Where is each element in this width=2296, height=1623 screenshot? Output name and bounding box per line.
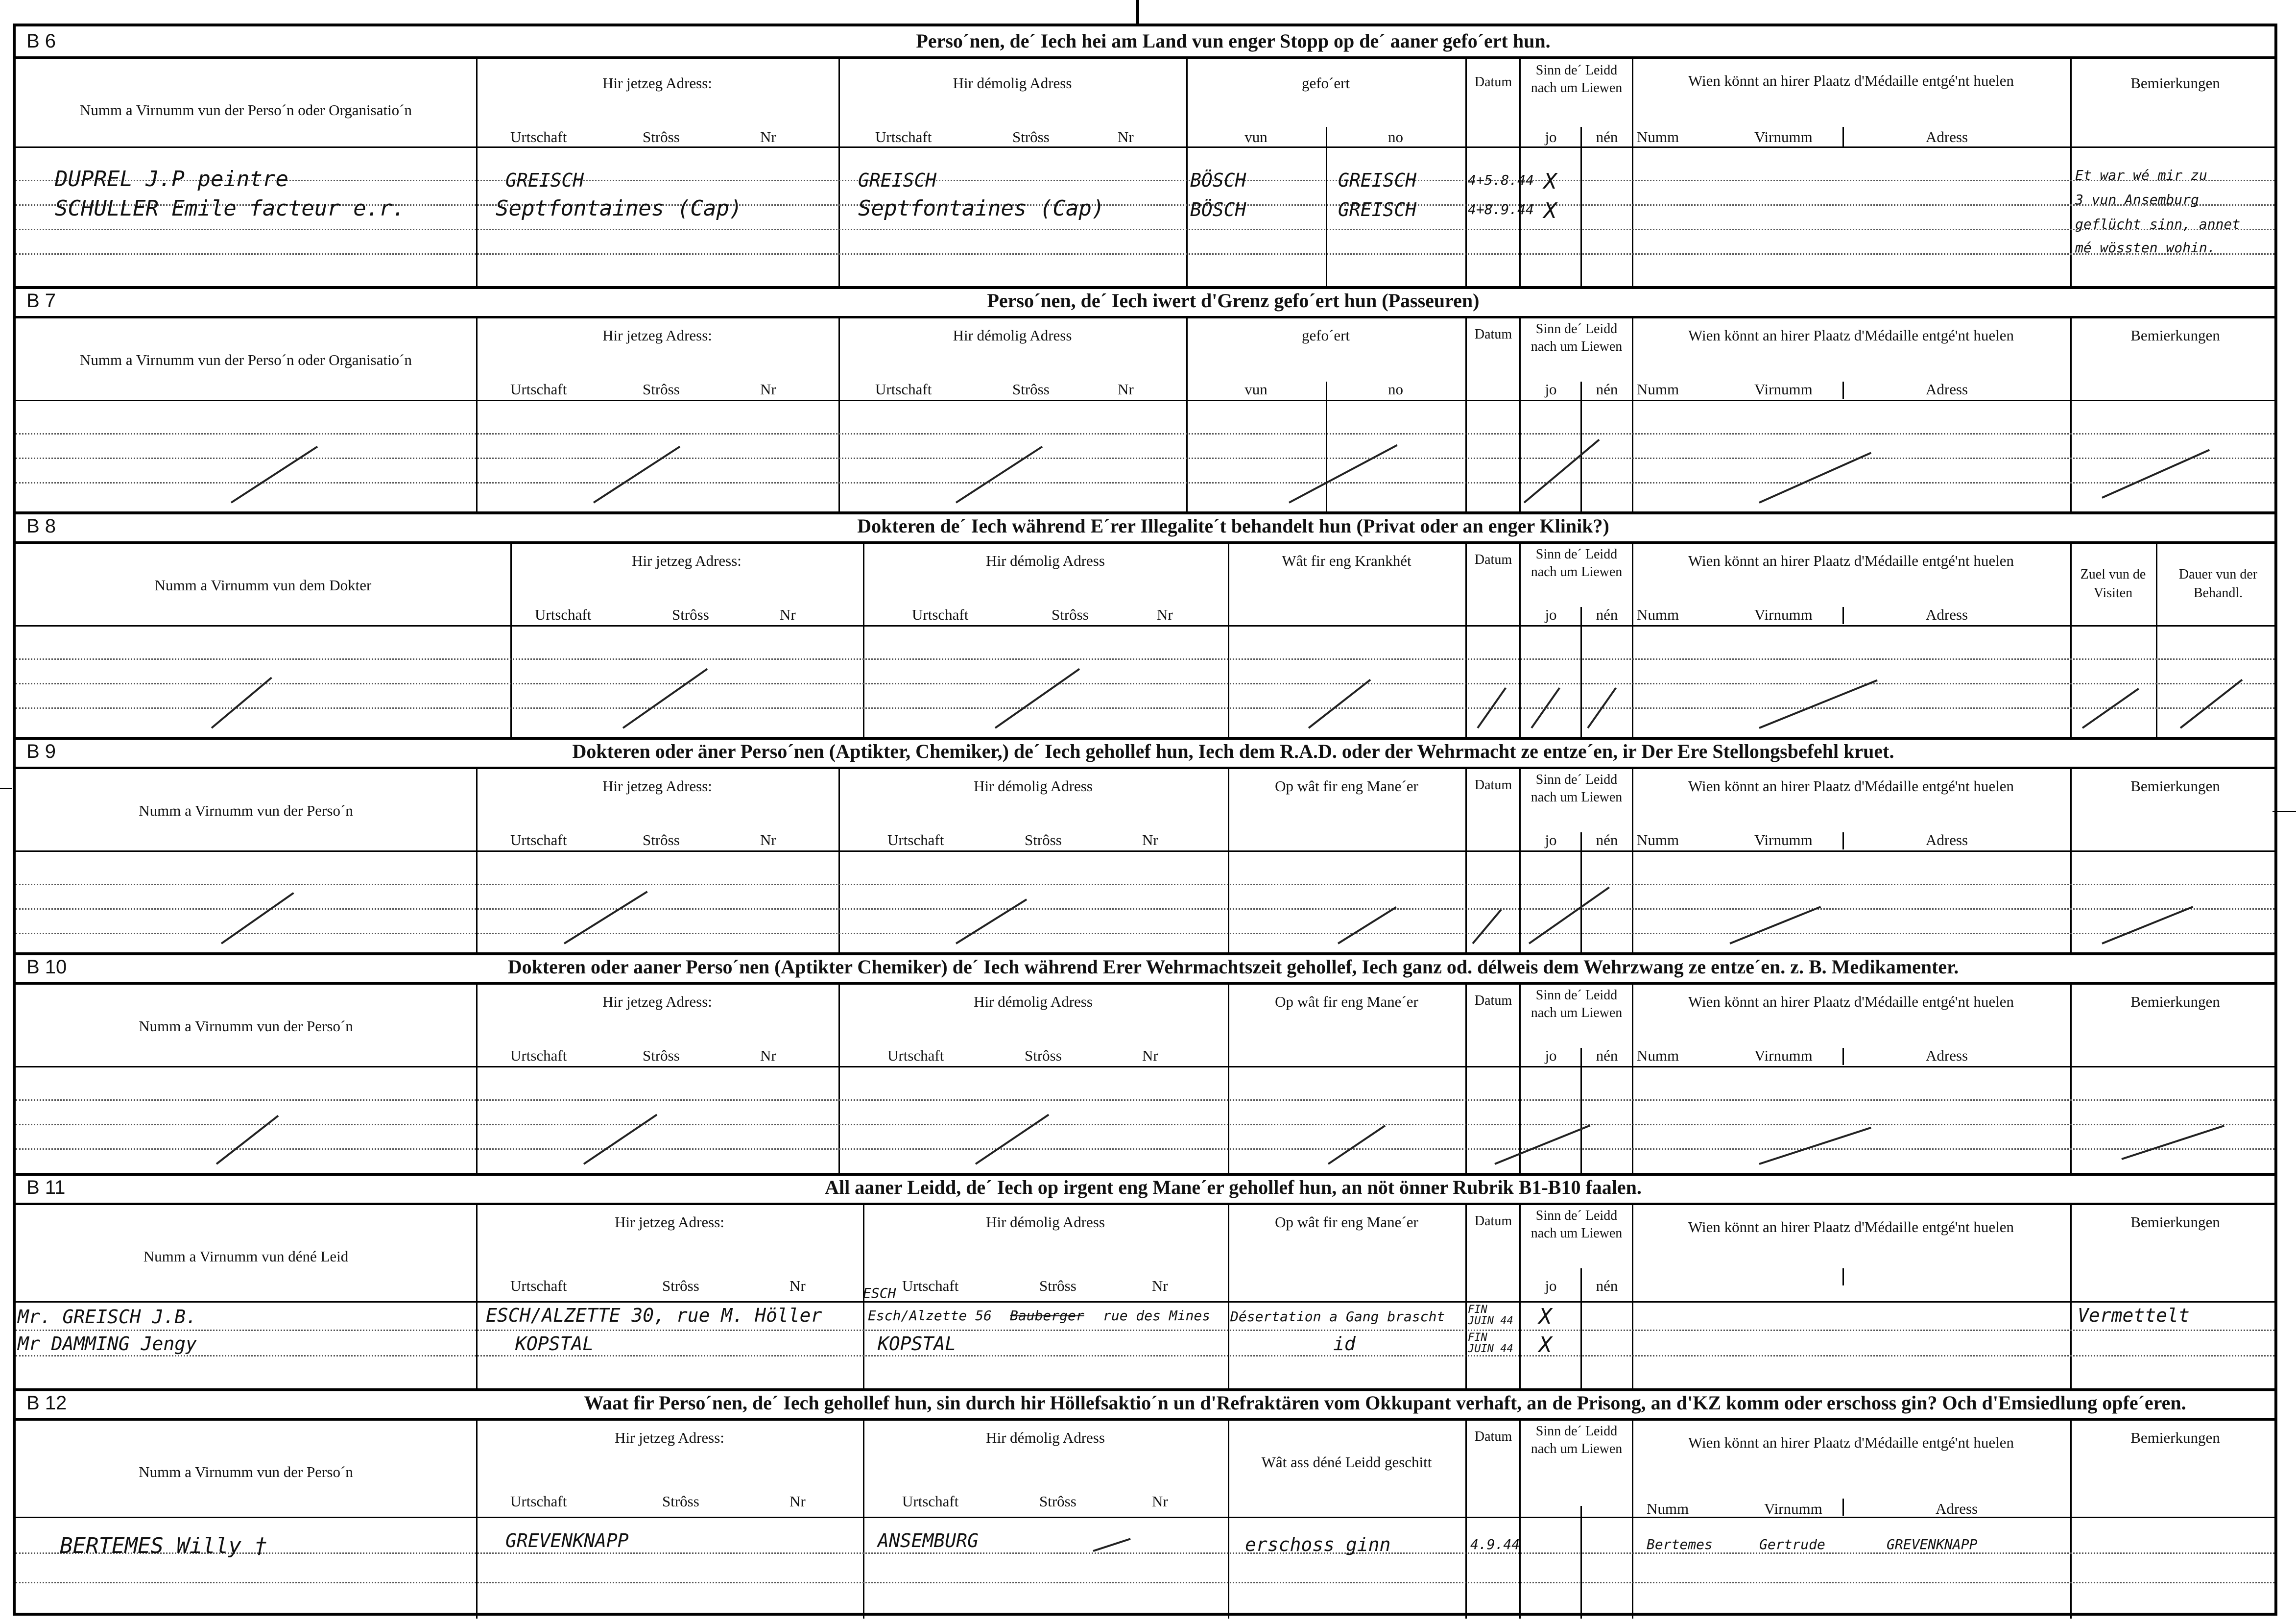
entry-current-place: KOPSTAL: [515, 1333, 594, 1355]
header-former-address: Hir démolig Adress: [953, 74, 1072, 92]
header-place: Urtschaft: [875, 381, 932, 398]
strike-mark: [1524, 439, 1600, 504]
header-no: nén: [1596, 1277, 1618, 1294]
header-medal-address: Adress: [1926, 831, 1968, 848]
entry-former-place: ANSEMBURG: [878, 1530, 979, 1551]
header-medal-firstname: Virnumm: [1754, 831, 1813, 848]
section-title: Perso´nen, de´ Iech hei am Land vun enger Stopp op de´ aaner gefo´ert hun.: [916, 30, 1551, 52]
header-number: Nr: [1118, 381, 1134, 398]
header-street: Strôss: [643, 1047, 680, 1064]
header-place: Urtschaft: [887, 831, 944, 848]
entry-former-struck: Bauberger: [1010, 1308, 1084, 1324]
header-name: Numm a Virnumm vun der Perso´n oder Organisatio´n: [79, 101, 412, 119]
header-medal-address: Adress: [1936, 1500, 1978, 1517]
header-medal: Wien könnt an hirer Plaatz d'Médaille entgé'nt huelen: [1688, 1218, 2014, 1235]
header-date: Datum: [1474, 552, 1512, 567]
header-remarks: Bemierkungen: [2130, 1429, 2220, 1446]
header-place: Urtschaft: [510, 381, 567, 398]
entry-medal-address: GREVENKNAPP: [1887, 1536, 1978, 1552]
strike-mark: [1289, 444, 1398, 504]
header-medal-firstname: Virnumm: [1754, 128, 1813, 145]
section-code: B 8: [26, 515, 56, 537]
header-transported: gefo´ert: [1301, 74, 1350, 92]
section-b9-header: [16, 737, 2274, 769]
entry-date: 4+8.9.44: [1468, 201, 1534, 218]
header-place: Urtschaft: [902, 1277, 959, 1294]
entry-name: BERTEMES Willy †: [60, 1533, 267, 1558]
header-name: Numm a Virnumm vun der Perso´n: [139, 1463, 353, 1480]
entry-to: GREISCH: [1338, 199, 1417, 220]
header-alive: Sinn de´ Leidd nach um Liewen: [1531, 321, 1623, 355]
header-yes: jo: [1545, 381, 1557, 398]
entry-name: DUPREL J.P peintre: [55, 167, 288, 192]
section-title: Waat fir Perso´nen, de´ Iech gehollef hun, sin durch hir Höllefsaktio´n un d'Refraktären vom Okkupant verhaft, an de Prisong, an d'KZ komm oder erschoss gin? Och d'Emsiedlung opfe´eren.: [584, 1392, 2186, 1414]
header-name: Numm a Virnumm vun dem Dokter: [154, 577, 372, 594]
header-alive: Sinn de´ Leidd nach um Liewen: [1531, 988, 1623, 1021]
strike-mark: [1729, 906, 1821, 945]
section-code: B 9: [26, 741, 56, 762]
header-transported: gefo´ert: [1301, 327, 1350, 344]
entry-current-place: ESCH/ALZETTE 30, rue M. Höller: [486, 1305, 822, 1326]
header-medal-address: Adress: [1926, 1047, 1968, 1064]
header-street: Strôss: [662, 1277, 699, 1294]
section-b6: [16, 26, 2274, 286]
strike-mark: [2102, 449, 2210, 499]
header-no: nén: [1596, 128, 1618, 145]
strike-mark: [231, 446, 318, 504]
header-medal: Wien könnt an hirer Plaatz d'Médaille entgé'nt huelen: [1688, 72, 2014, 89]
header-to: no: [1388, 381, 1403, 398]
header-medal-name: Numm: [1637, 606, 1679, 623]
section-code: B 10: [26, 956, 67, 978]
header-illness: Wât fir eng Krankhét: [1282, 552, 1411, 569]
header-name: Numm a Virnumm vun déné Leid: [143, 1248, 349, 1265]
header-alive: Sinn de´ Leidd nach um Liewen: [1531, 1208, 1623, 1241]
section-code: B 6: [26, 30, 56, 52]
header-former-address: Hir démolig Adress: [986, 1213, 1105, 1231]
entry-alive-yes: X: [1539, 1304, 1552, 1329]
section-code: B 7: [26, 290, 56, 312]
strike-mark: [564, 891, 648, 944]
header-yes: jo: [1545, 1047, 1557, 1064]
header-number: Nr: [1142, 1047, 1158, 1064]
header-yes: jo: [1545, 128, 1557, 145]
header-medal-firstname: Virnumm: [1754, 606, 1813, 623]
entry-former-place: Esch/Alzette 56: [868, 1308, 992, 1324]
header-street: Strôss: [643, 381, 680, 398]
entry-alive-yes: X: [1544, 198, 1557, 223]
header-fate: Wât ass déné Leidd geschitt: [1261, 1453, 1432, 1471]
strike-mark: [956, 446, 1043, 504]
header-number: Nr: [1118, 128, 1134, 145]
entry-manner: id: [1333, 1333, 1356, 1355]
strike-mark: [975, 1114, 1049, 1165]
entry-current-place: GREVENKNAPP: [505, 1530, 629, 1551]
binder-mark: [1136, 0, 1139, 24]
entry-former-place: Septfontaines (Cap): [858, 196, 1105, 221]
header-former-address: Hir démolig Adress: [986, 552, 1105, 569]
header-number: Nr: [760, 1047, 776, 1064]
strike-mark: [1759, 1127, 1871, 1165]
entry-date: FIN JUIN 44: [1468, 1332, 1513, 1356]
strike-mark: [1093, 1538, 1130, 1552]
header-no: nén: [1596, 1047, 1618, 1064]
header-current-address: Hir jetzeg Adress:: [602, 993, 712, 1010]
entry-name: Mr. GREISCH J.B.: [18, 1306, 197, 1328]
header-number: Nr: [1142, 831, 1158, 848]
section-title: Dokteren de´ Iech während E´rer Illegalite´t behandelt hun (Privat oder an enger Klinik?): [857, 515, 1609, 537]
entry-to: GREISCH: [1338, 170, 1417, 191]
header-medal: Wien könnt an hirer Plaatz d'Médaille entgé'nt huelen: [1688, 777, 2014, 795]
entry-current-place: Septfontaines (Cap): [496, 196, 742, 221]
header-medal-name: Numm: [1637, 128, 1679, 145]
entry-name: SCHULLER Emile facteur e.r.: [55, 196, 406, 221]
header-date: Datum: [1474, 1429, 1512, 1444]
header-street: Strôss: [1025, 1047, 1062, 1064]
strike-mark: [2102, 906, 2193, 945]
header-manner: Op wât fir eng Mane´er: [1275, 1213, 1418, 1231]
header-date: Datum: [1474, 74, 1512, 90]
header-former-address: Hir démolig Adress: [974, 777, 1093, 795]
entry-date: 4+5.8.44: [1468, 172, 1534, 188]
entry-alive-yes: X: [1539, 1332, 1552, 1357]
section-title: Dokteren oder aaner Perso´nen (Aptikter Chemiker) de´ Iech während Erer Wehrmachtszeit gehollef, Iech ganz od. délweis dem Wehrzwang ze entze´en. z. B. Medikamenter.: [507, 956, 1959, 978]
header-current-address: Hir jetzeg Adress:: [615, 1429, 724, 1446]
section-b8-header: [16, 511, 2274, 544]
header-medal-address: Adress: [1926, 381, 1968, 398]
header-no: nén: [1596, 606, 1618, 623]
entry-former-note: ESCH: [863, 1285, 896, 1301]
section-b8: [16, 511, 2274, 737]
header-street: Strôss: [672, 606, 709, 623]
header-name: Numm a Virnumm vun der Perso´n: [139, 802, 353, 819]
strike-mark: [216, 1115, 279, 1165]
section-b6-header: [16, 26, 2274, 59]
strike-mark: [956, 898, 1027, 944]
header-number: Nr: [1152, 1277, 1168, 1294]
header-number: Nr: [780, 606, 796, 623]
header-from: vun: [1244, 128, 1268, 145]
header-place: Urtschaft: [510, 1277, 567, 1294]
strike-mark: [2180, 679, 2243, 729]
strike-mark: [211, 677, 272, 729]
header-manner: Op wât fir eng Mane´er: [1275, 993, 1418, 1010]
header-place: Urtschaft: [510, 1493, 567, 1510]
header-yes: jo: [1545, 831, 1557, 848]
header-medal-firstname: Virnumm: [1754, 1047, 1813, 1064]
header-place: Urtschaft: [875, 128, 932, 145]
header-current-address: Hir jetzeg Adress:: [602, 74, 712, 92]
header-manner: Op wât fir eng Mane´er: [1275, 777, 1418, 795]
header-alive: Sinn de´ Leidd nach um Liewen: [1531, 547, 1623, 580]
header-no: nén: [1596, 831, 1618, 848]
header-street: Strôss: [1012, 381, 1050, 398]
header-from: vun: [1244, 381, 1268, 398]
entry-alive-yes: X: [1544, 169, 1557, 194]
entry-remark: mé wössten wohin.: [2075, 240, 2216, 256]
strike-mark: [593, 446, 680, 504]
header-alive: Sinn de´ Leidd nach um Liewen: [1531, 1424, 1623, 1457]
header-medal-address: Adress: [1926, 128, 1968, 145]
header-former-address: Hir démolig Adress: [974, 993, 1093, 1010]
header-current-address: Hir jetzeg Adress:: [602, 327, 712, 344]
entry-former-street: rue des Mines: [1103, 1308, 1211, 1324]
section-b7-header: [16, 286, 2274, 318]
section-b12-header: [16, 1388, 2274, 1421]
entry-name: Mr DAMMING Jengy: [18, 1333, 197, 1355]
strike-mark: [622, 668, 708, 729]
strike-mark: [1328, 1125, 1386, 1165]
header-alive: Sinn de´ Leidd nach um Liewen: [1531, 772, 1623, 805]
strike-mark: [1308, 679, 1371, 729]
entry-remark: geflücht sinn, annet: [2075, 216, 2241, 232]
section-b11-header: [16, 1173, 2274, 1205]
section-b10-header: [16, 952, 2274, 985]
header-current-address: Hir jetzeg Adress:: [615, 1213, 724, 1231]
header-remarks: Bemierkungen: [2130, 993, 2220, 1010]
entry-fate: erschoss ginn: [1245, 1534, 1391, 1555]
header-street: Strôss: [643, 128, 680, 145]
header-medal: Wien könnt an hirer Plaatz d'Médaille entgé'nt huelen: [1688, 552, 2014, 569]
header-street: Strôss: [1012, 128, 1050, 145]
header-yes: jo: [1545, 606, 1557, 623]
header-number: Nr: [760, 381, 776, 398]
header-street: Strôss: [1039, 1493, 1076, 1510]
header-place: Urtschaft: [510, 128, 567, 145]
entry-manner: Désertation a Gang brascht: [1230, 1308, 1445, 1325]
strike-mark: [1494, 1124, 1590, 1164]
header-place: Urtschaft: [902, 1493, 959, 1510]
strike-mark: [2121, 1125, 2224, 1160]
header-duration: Dauer vun der Behandl.: [2178, 567, 2258, 601]
section-title: All aaner Leidd, de´ Iech op irgent eng Mane´er gehollef hun, an nöt önner Rubrik B1-B10 faalen.: [825, 1176, 1642, 1198]
entry-date: FIN JUIN 44: [1468, 1304, 1513, 1328]
entry-from: BÖSCH: [1190, 170, 1246, 191]
header-name: Numm a Virnumm vun der Perso´n: [139, 1017, 353, 1035]
header-medal-address: Adress: [1926, 606, 1968, 623]
header-place: Urtschaft: [912, 606, 969, 623]
header-medal-name: Numm: [1647, 1500, 1689, 1517]
entry-date: 4.9.44: [1470, 1536, 1520, 1552]
strike-mark: [1759, 679, 1878, 729]
header-medal-name: Numm: [1637, 1047, 1679, 1064]
header-date: Datum: [1474, 993, 1512, 1008]
header-current-address: Hir jetzeg Adress:: [632, 552, 741, 569]
strike-mark: [1759, 452, 1871, 503]
strike-mark: [1472, 909, 1502, 945]
header-date: Datum: [1474, 1213, 1512, 1229]
header-street: Strôss: [643, 831, 680, 848]
strike-mark: [1529, 887, 1610, 945]
edge-tick-left: [0, 788, 12, 789]
header-street: Strôss: [662, 1493, 699, 1510]
header-name: Numm a Virnumm vun der Perso´n oder Organisatio´n: [79, 351, 412, 368]
entry-medal-name: Bertemes: [1647, 1536, 1713, 1552]
header-number: Nr: [789, 1277, 806, 1294]
header-medal-name: Numm: [1637, 381, 1679, 398]
entry-former-place: KOPSTAL: [878, 1333, 957, 1355]
header-former-address: Hir démolig Adress: [953, 327, 1072, 344]
header-remarks: Bemierkungen: [2130, 777, 2220, 795]
header-former-address: Hir démolig Adress: [986, 1429, 1105, 1446]
header-medal: Wien könnt an hirer Plaatz d'Médaille entgé'nt huelen: [1688, 327, 2014, 344]
header-street: Strôss: [1039, 1277, 1076, 1294]
header-remarks: Bemierkungen: [2130, 1213, 2220, 1231]
header-place: Urtschaft: [510, 1047, 567, 1064]
header-alive: Sinn de´ Leidd nach um Liewen: [1531, 63, 1623, 96]
section-title: Perso´nen, de´ Iech iwert d'Grenz gefo´ert hun (Passeuren): [987, 290, 1480, 312]
header-yes: jo: [1545, 1277, 1557, 1294]
header-date: Datum: [1474, 327, 1512, 342]
header-number: Nr: [789, 1493, 806, 1510]
entry-remark: Vermettelt: [2078, 1305, 2190, 1326]
section-b10: [16, 952, 2274, 1173]
header-current-address: Hir jetzeg Adress:: [602, 777, 712, 795]
section-b9: [16, 737, 2274, 952]
header-medal-name: Numm: [1637, 831, 1679, 848]
header-medal: Wien könnt an hirer Plaatz d'Médaille entgé'nt huelen: [1688, 993, 2014, 1010]
form-sheet: [13, 24, 2277, 1616]
strike-mark: [1338, 906, 1397, 945]
header-place: Urtschaft: [510, 831, 567, 848]
header-number: Nr: [760, 128, 776, 145]
header-street: Strôss: [1052, 606, 1089, 623]
header-number: Nr: [1157, 606, 1173, 623]
section-b7: [16, 286, 2274, 511]
header-to: no: [1388, 128, 1403, 145]
header-remarks: Bemierkungen: [2130, 327, 2220, 344]
section-b12: [16, 1388, 2274, 1619]
header-medal: Wien könnt an hirer Plaatz d'Médaille entgé'nt huelen: [1688, 1434, 2014, 1451]
strike-mark: [995, 668, 1080, 729]
entry-former-place: GREISCH: [858, 170, 937, 191]
entry-from: BÖSCH: [1190, 199, 1246, 220]
header-medal-firstname: Virnumm: [1764, 1500, 1822, 1517]
strike-mark: [221, 892, 294, 945]
header-medal-firstname: Virnumm: [1754, 381, 1813, 398]
header-no: nén: [1596, 381, 1618, 398]
entry-remark: Et war wé mir zu: [2075, 167, 2207, 183]
section-code: B 12: [26, 1392, 67, 1414]
entry-current-place: GREISCH: [505, 170, 584, 191]
entry-medal-firstname: Gertrude: [1759, 1536, 1825, 1552]
header-number: Nr: [1152, 1493, 1168, 1510]
section-b11: [16, 1173, 2274, 1388]
header-place: Urtschaft: [535, 606, 592, 623]
header-visits: Zuel vun de Visiten: [2080, 567, 2146, 601]
header-remarks: Bemierkungen: [2130, 74, 2220, 92]
entry-remark: 3 vun Ansemburg: [2075, 192, 2199, 208]
header-place: Urtschaft: [887, 1047, 944, 1064]
section-title: Dokteren oder äner Perso´nen (Aptikter, Chemiker,) de´ Iech gehollef hun, Iech dem R.A.D. oder der Wehrmacht ze entze´en, ir Der Ere Stellongsbefehl kruet.: [572, 740, 1894, 762]
strike-mark: [583, 1114, 657, 1165]
header-number: Nr: [760, 831, 776, 848]
header-street: Strôss: [1025, 831, 1062, 848]
section-code: B 11: [26, 1177, 66, 1198]
header-date: Datum: [1474, 777, 1512, 793]
